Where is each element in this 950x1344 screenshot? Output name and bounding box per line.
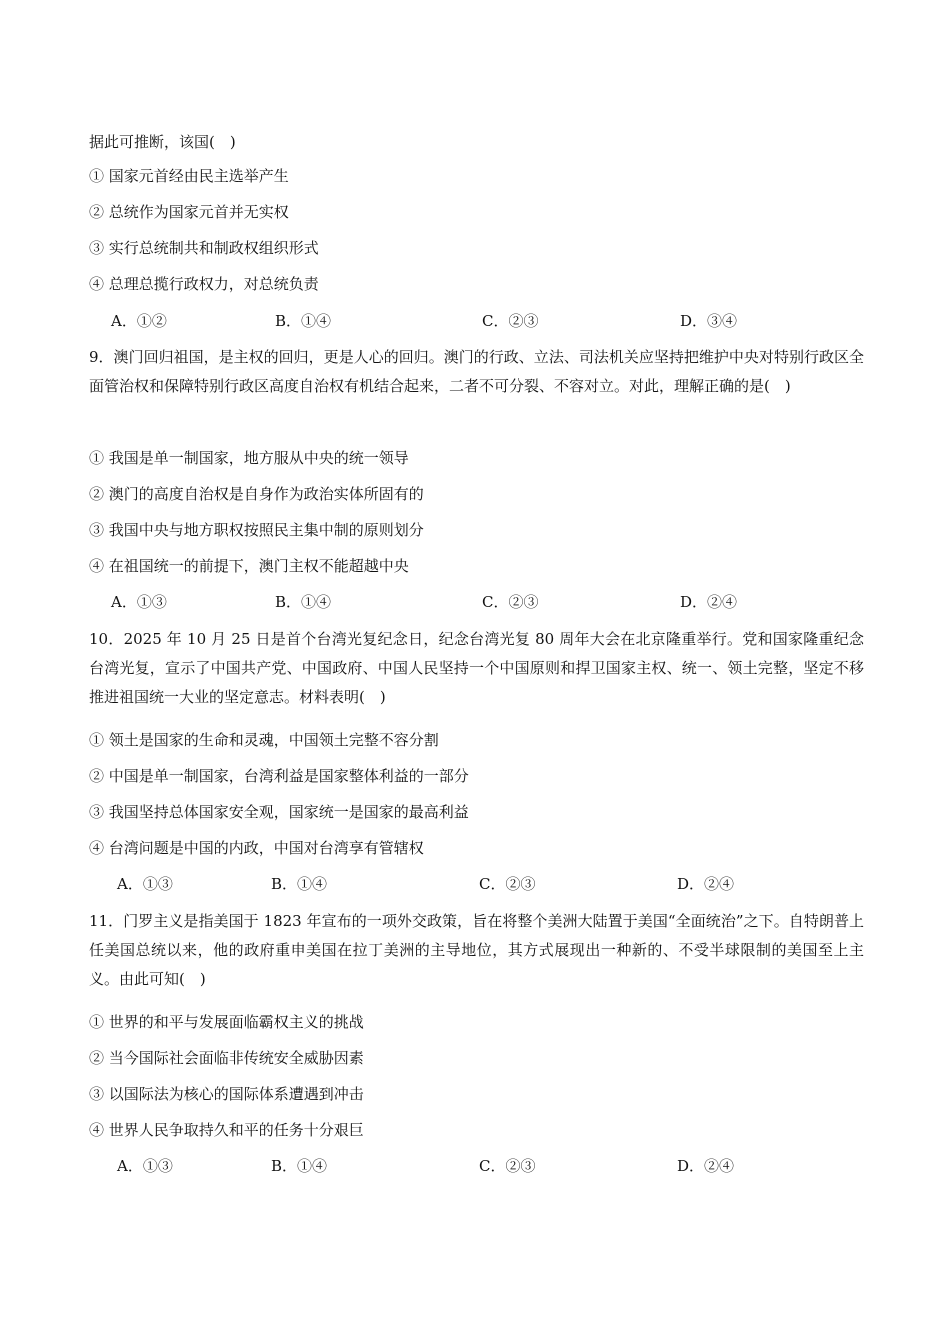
question-11-item-4: ④ 世界人民争取持久和平的任务十分艰巨 (89, 1121, 364, 1139)
question-11-item-1: ① 世界的和平与发展面临霸权主义的挑战 (89, 1013, 364, 1031)
question-10-option-d[interactable]: D．②④ (677, 875, 735, 893)
question-11-option-d[interactable]: D．②④ (677, 1157, 735, 1175)
question-11-option-a[interactable]: A．①③ (117, 1157, 173, 1175)
question-9-item-3: ③ 我国中央与地方职权按照民主集中制的原则划分 (89, 521, 424, 539)
question-10-item-4: ④ 台湾问题是中国的内政，中国对台湾享有管辖权 (89, 839, 424, 857)
question-10-option-b[interactable]: B．①④ (271, 875, 328, 893)
question-9-option-c[interactable]: C．②③ (482, 593, 539, 611)
question-10-stem: 10．2025 年 10 月 25 日是首个台湾光复纪念日，纪念台湾光复 80 周年大会在北京隆重举行。党和国家隆重纪念台湾光复，宣示了中国共产党、中国政府、中国人民坚持一个中国原则和捍卫国家主权、统一、领土完整，坚定不移推进祖国统一大业的坚定意志。材料表明( ) (89, 630, 864, 706)
question-9-options (89, 592, 864, 612)
question-10-options (89, 874, 864, 894)
question-11-stem: 11．门罗主义是指美国于 1823 年宣布的一项外交政策，旨在将整个美洲大陆置于美国“全面统治”之下。自特朗普上任美国总统以来，他的政府重申美国在拉丁美洲的主导地位，其方式展现出一种新的、不受半球限制的美国至上主义。由此可知( ) (89, 912, 864, 988)
question-8-item-1: ① 国家元首经由民主选举产生 (89, 167, 289, 185)
question-10-item-2: ② 中国是单一制国家，台湾利益是国家整体利益的一部分 (89, 767, 469, 785)
question-8-option-a[interactable]: A．①② (111, 312, 167, 330)
question-8-item-2: ② 总统作为国家元首并无实权 (89, 203, 289, 221)
question-8-options (89, 311, 864, 331)
question-10-item-1: ① 领土是国家的生命和灵魂，中国领土完整不容分割 (89, 731, 439, 749)
question-8-stem-tail: 据此可推断，该国( ) (89, 133, 236, 151)
question-10-option-a[interactable]: A．①③ (117, 875, 173, 893)
question-11-item-3: ③ 以国际法为核心的国际体系遭遇到冲击 (89, 1085, 364, 1103)
question-8-option-b[interactable]: B．①④ (275, 312, 332, 330)
question-11-option-b[interactable]: B．①④ (271, 1157, 328, 1175)
question-11-item-2: ② 当今国际社会面临非传统安全威胁因素 (89, 1049, 364, 1067)
question-8-option-d[interactable]: D．③④ (680, 312, 738, 330)
question-9-option-a[interactable]: A．①③ (111, 593, 167, 611)
question-8-option-c[interactable]: C．②③ (482, 312, 539, 330)
question-8-item-4: ④ 总理总揽行政权力，对总统负责 (89, 275, 319, 293)
question-9-stem: 9．澳门回归祖国，是主权的回归，更是人心的回归。澳门的行政、立法、司法机关应坚持把维护中央对特别行政区全面管治权和保障特别行政区高度自治权有机结合起来，二者不可分裂、不容对立。对此，理解正确的是( ) (89, 348, 864, 395)
question-10-item-3: ③ 我国坚持总体国家安全观，国家统一是国家的最高利益 (89, 803, 469, 821)
question-11-option-c[interactable]: C．②③ (479, 1157, 536, 1175)
question-10-option-c[interactable]: C．②③ (479, 875, 536, 893)
question-8-item-3: ③ 实行总统制共和制政权组织形式 (89, 239, 319, 257)
question-9-item-4: ④ 在祖国统一的前提下，澳门主权不能超越中央 (89, 557, 409, 575)
question-9-item-2: ② 澳门的高度自治权是自身作为政治实体所固有的 (89, 485, 424, 503)
question-9-option-d[interactable]: D．②④ (680, 593, 738, 611)
question-11-options (89, 1156, 864, 1176)
question-9-option-b[interactable]: B．①④ (275, 593, 332, 611)
question-9-item-1: ① 我国是单一制国家，地方服从中央的统一领导 (89, 449, 409, 467)
